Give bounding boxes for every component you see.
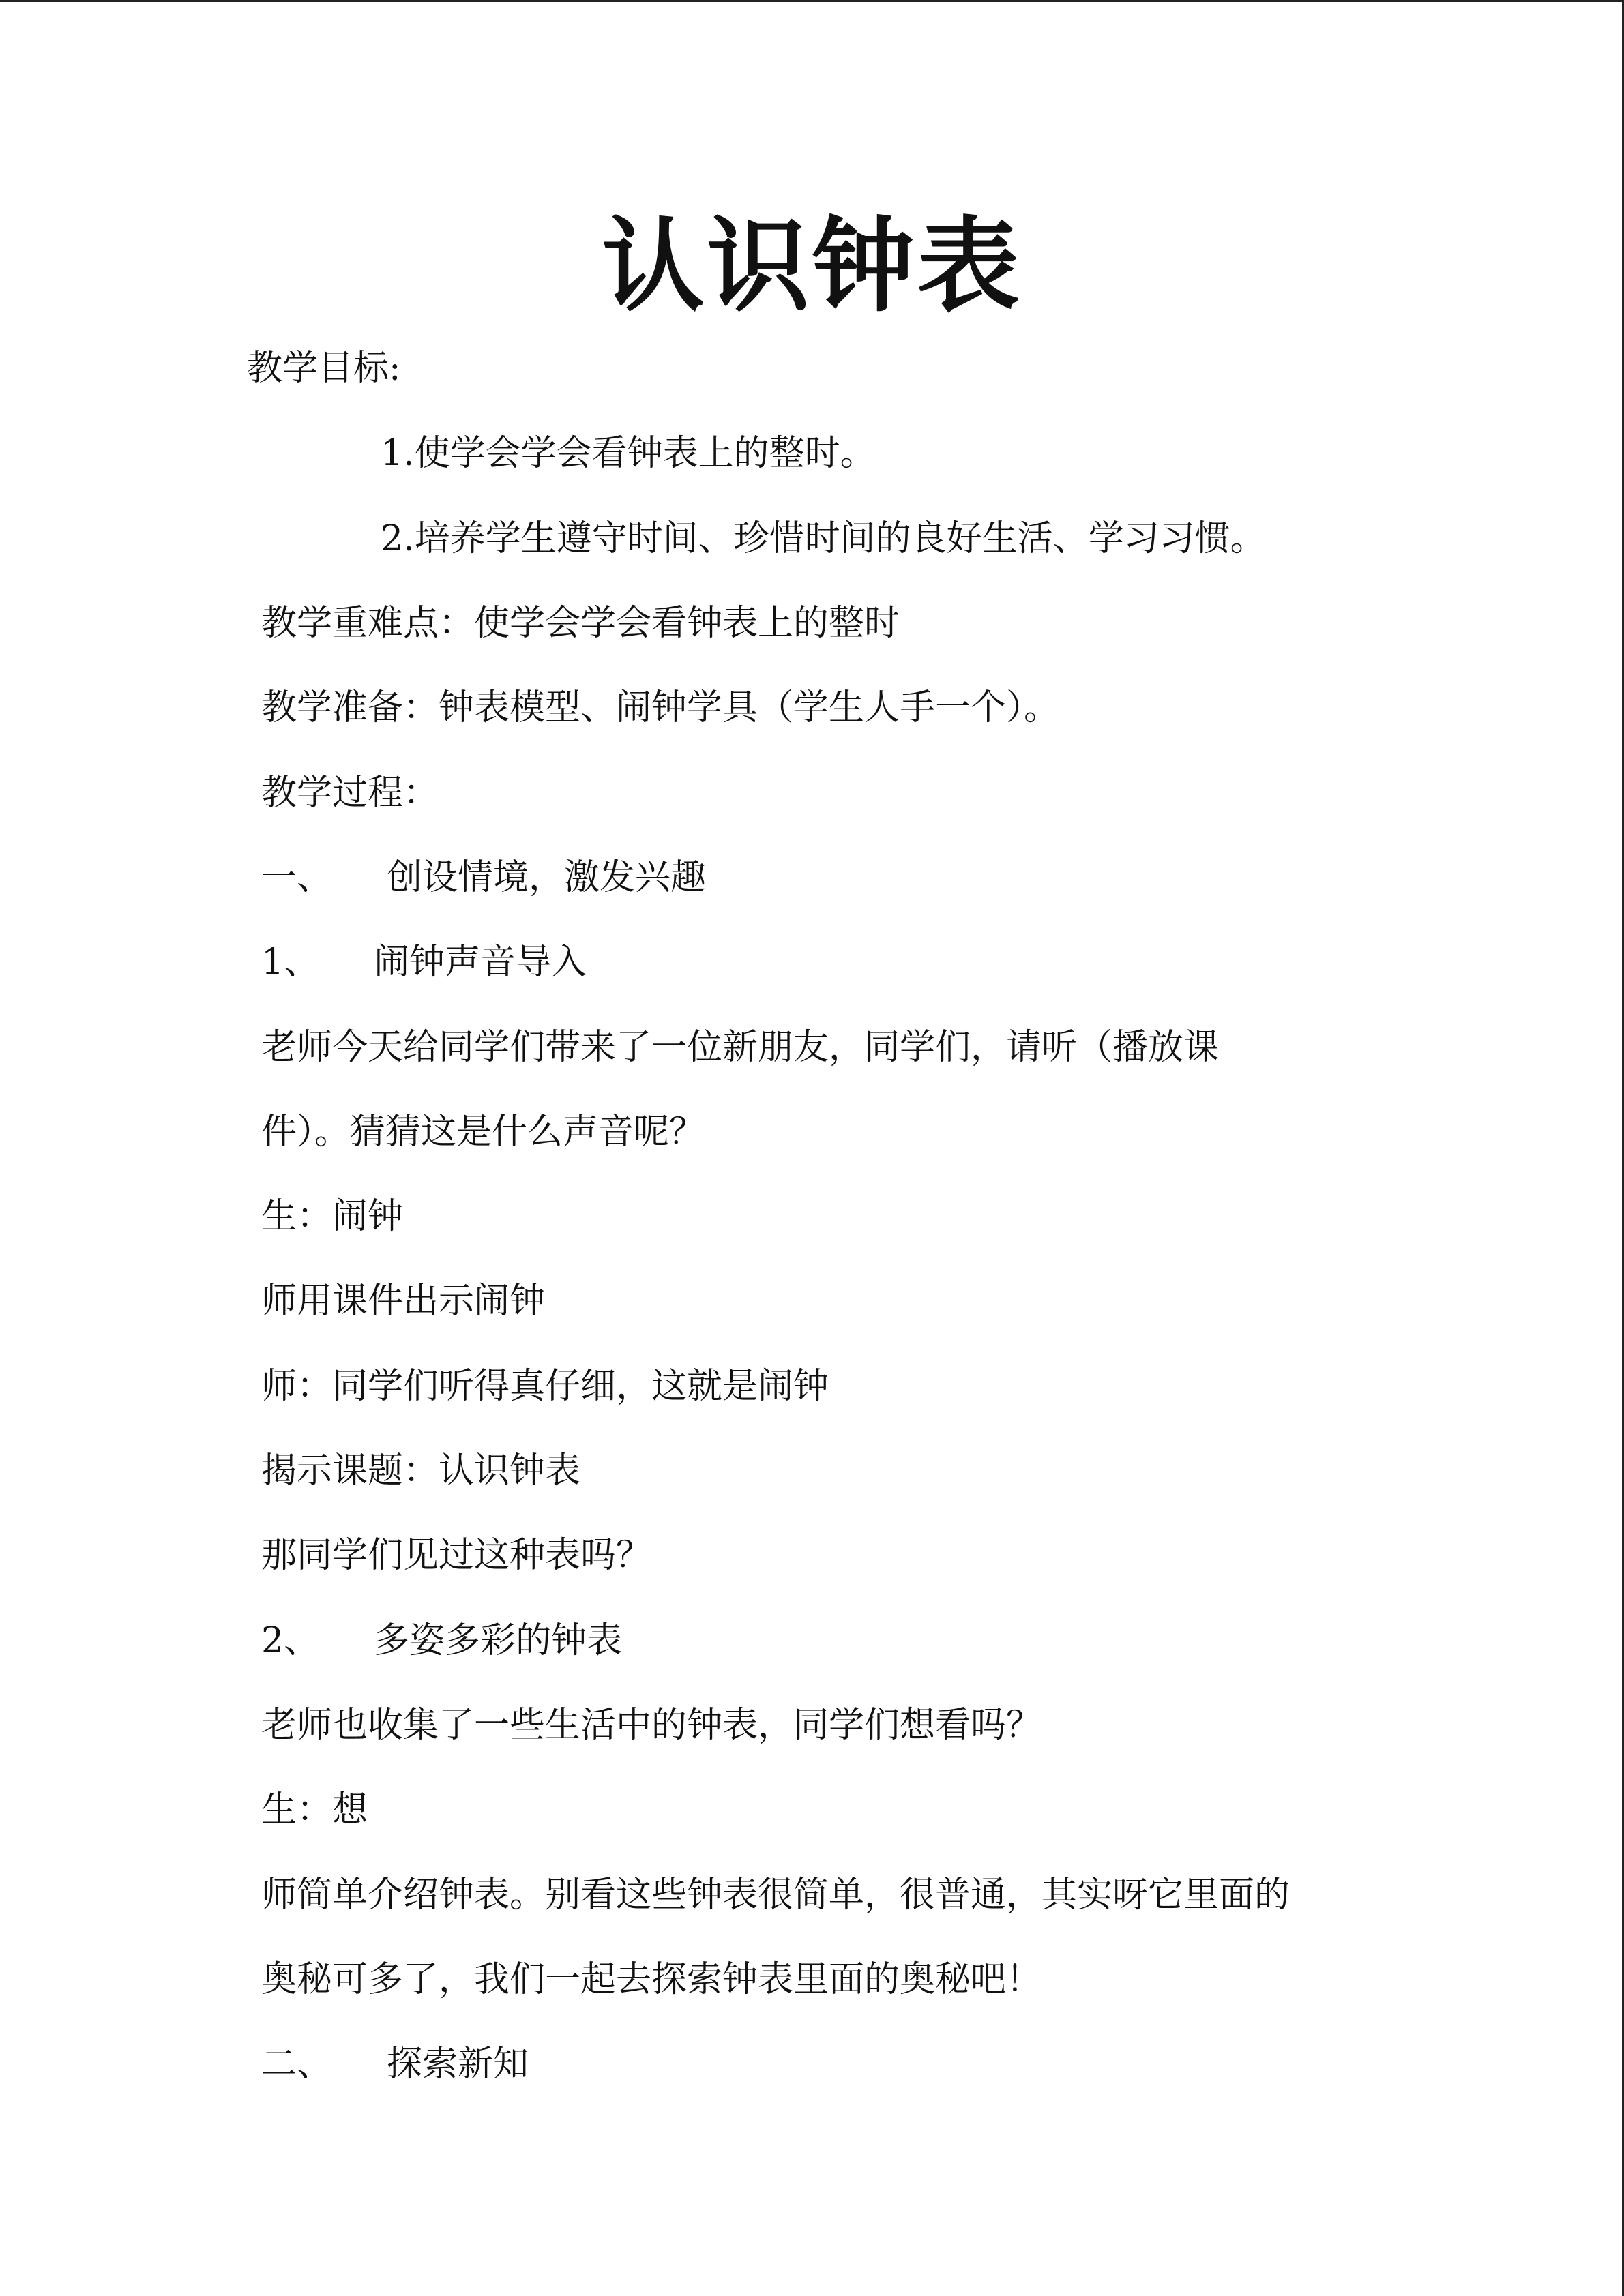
item-1-heading [261, 938, 587, 986]
paragraph-line: 奥秘可多了，我们一起去探索钟表里面的奥秘吧！ [261, 1959, 1042, 2000]
paragraph-line: 生：闹钟 [261, 1196, 404, 1237]
item-1-marker: 1、 [261, 942, 320, 983]
section-1-text: 创设情境，激发兴趣 [387, 857, 707, 898]
paragraph-line: 师简单介绍钟表。别看这些钟表很简单，很普通，其实呀它里面的 [261, 1875, 1290, 1915]
item-2-heading [261, 1617, 622, 1665]
goal-2: 2.培养学生遵守时间、珍惜时间的良好生活、学习习惯。 [381, 518, 1266, 559]
page-border-top [0, 0, 1624, 2]
paragraph-line: 生：想 [261, 1789, 368, 1830]
paragraph-line: 揭示课题：认识钟表 [261, 1450, 581, 1491]
paragraph-line: 师：同学们听得真仔细，这就是闹钟 [261, 1366, 829, 1407]
goal-1: 1.使学会学会看钟表上的整时。 [381, 433, 876, 474]
section-2-text: 探索新知 [387, 2044, 529, 2085]
paragraph-line: 师用课件出示闹钟 [261, 1281, 546, 1322]
key-points: 教学重难点：使学会学会看钟表上的整时 [261, 603, 900, 644]
paragraph-line: 老师也收集了一些生活中的钟表，同学们想看吗？ [261, 1705, 1042, 1746]
item-1-text: 闹钟声音导入 [374, 942, 587, 983]
teaching-goals-heading: 教学目标: [247, 348, 401, 389]
section-1-heading [261, 854, 706, 901]
process-heading: 教学过程： [261, 773, 439, 814]
paragraph-line: 件）。猜猜这是什么声音呢？ [261, 1112, 705, 1152]
section-2-marker: 二、 [261, 2044, 333, 2085]
preparation: 教学准备：钟表模型、闹钟学具（学生人手一个）。 [261, 687, 1060, 728]
paragraph-line: 老师今天给同学们带来了一位新朋友，同学们，请听（播放课 [261, 1027, 1220, 1068]
item-2-marker: 2、 [261, 1620, 320, 1661]
document-title: 认识钟表 [602, 206, 1022, 326]
paragraph-line: 那同学们见过这种表吗？ [261, 1535, 652, 1576]
item-2-text: 多姿多彩的钟表 [374, 1620, 623, 1661]
section-1-marker: 一、 [261, 857, 333, 898]
section-2-heading [261, 2040, 529, 2088]
